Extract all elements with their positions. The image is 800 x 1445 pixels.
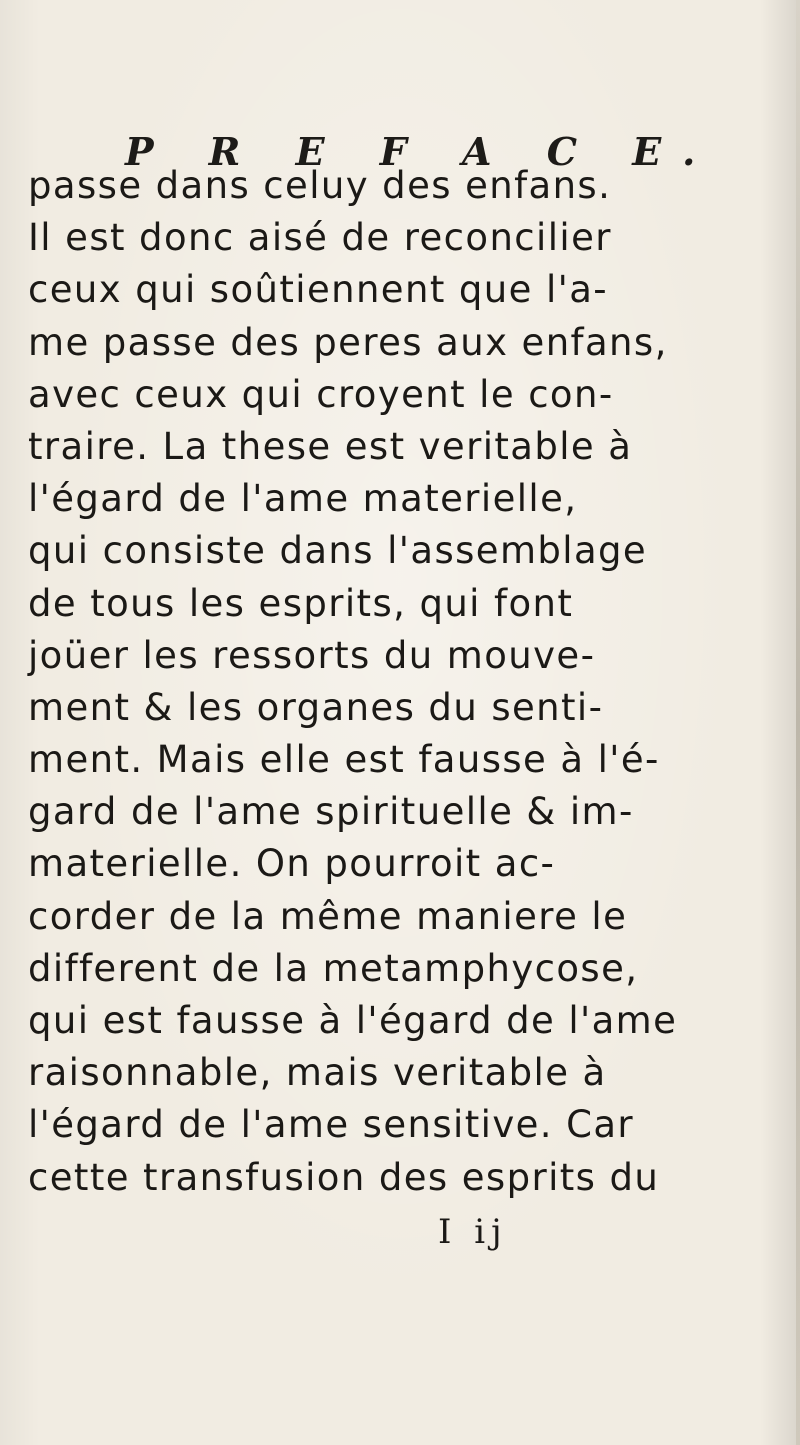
text-line: qui est fausse à l'égard de l'ame	[28, 999, 678, 1042]
text-line: gard de l'ame spirituelle & im-	[28, 790, 634, 834]
text-line: Il est donc aisé de reconcilier	[28, 216, 612, 260]
body-text	[28, 160, 678, 1204]
text-line: qui consiste dans l'assemblage	[28, 529, 648, 573]
text-line: joüer les ressorts du mouve-	[28, 633, 596, 677]
text-line: me passe des peres aux enfans,	[28, 320, 668, 364]
text-line: cette transfusion des esprits du	[28, 1155, 660, 1199]
text-line: corder de la même maniere le	[28, 894, 628, 938]
text-line: traire. La these est veritable à	[28, 424, 633, 468]
text-line: l'égard de l'ame materielle,	[28, 477, 578, 521]
running-head: P R E F A C E.	[125, 129, 717, 174]
text-line: passe dans celuy des enfans.	[28, 164, 612, 207]
signature-mark: I ij	[438, 1212, 508, 1252]
text-line: l'égard de l'ame sensitive. Car	[28, 1103, 635, 1147]
text-line: ment & les organes du senti-	[28, 685, 604, 729]
text-line: raisonnable, mais veritable à	[28, 1051, 607, 1095]
text-line: avec ceux qui croyent le con-	[28, 372, 614, 416]
text-line: materielle. On pourroit ac-	[28, 842, 556, 886]
page-edge	[796, 0, 800, 1445]
text-line: ment. Mais elle est fausse à l'é-	[28, 738, 660, 782]
text-line: de tous les esprits, qui font	[28, 581, 574, 625]
text-line: different de la metamphycose,	[28, 946, 639, 990]
text-line: ceux qui soûtiennent que l'a-	[28, 268, 609, 312]
